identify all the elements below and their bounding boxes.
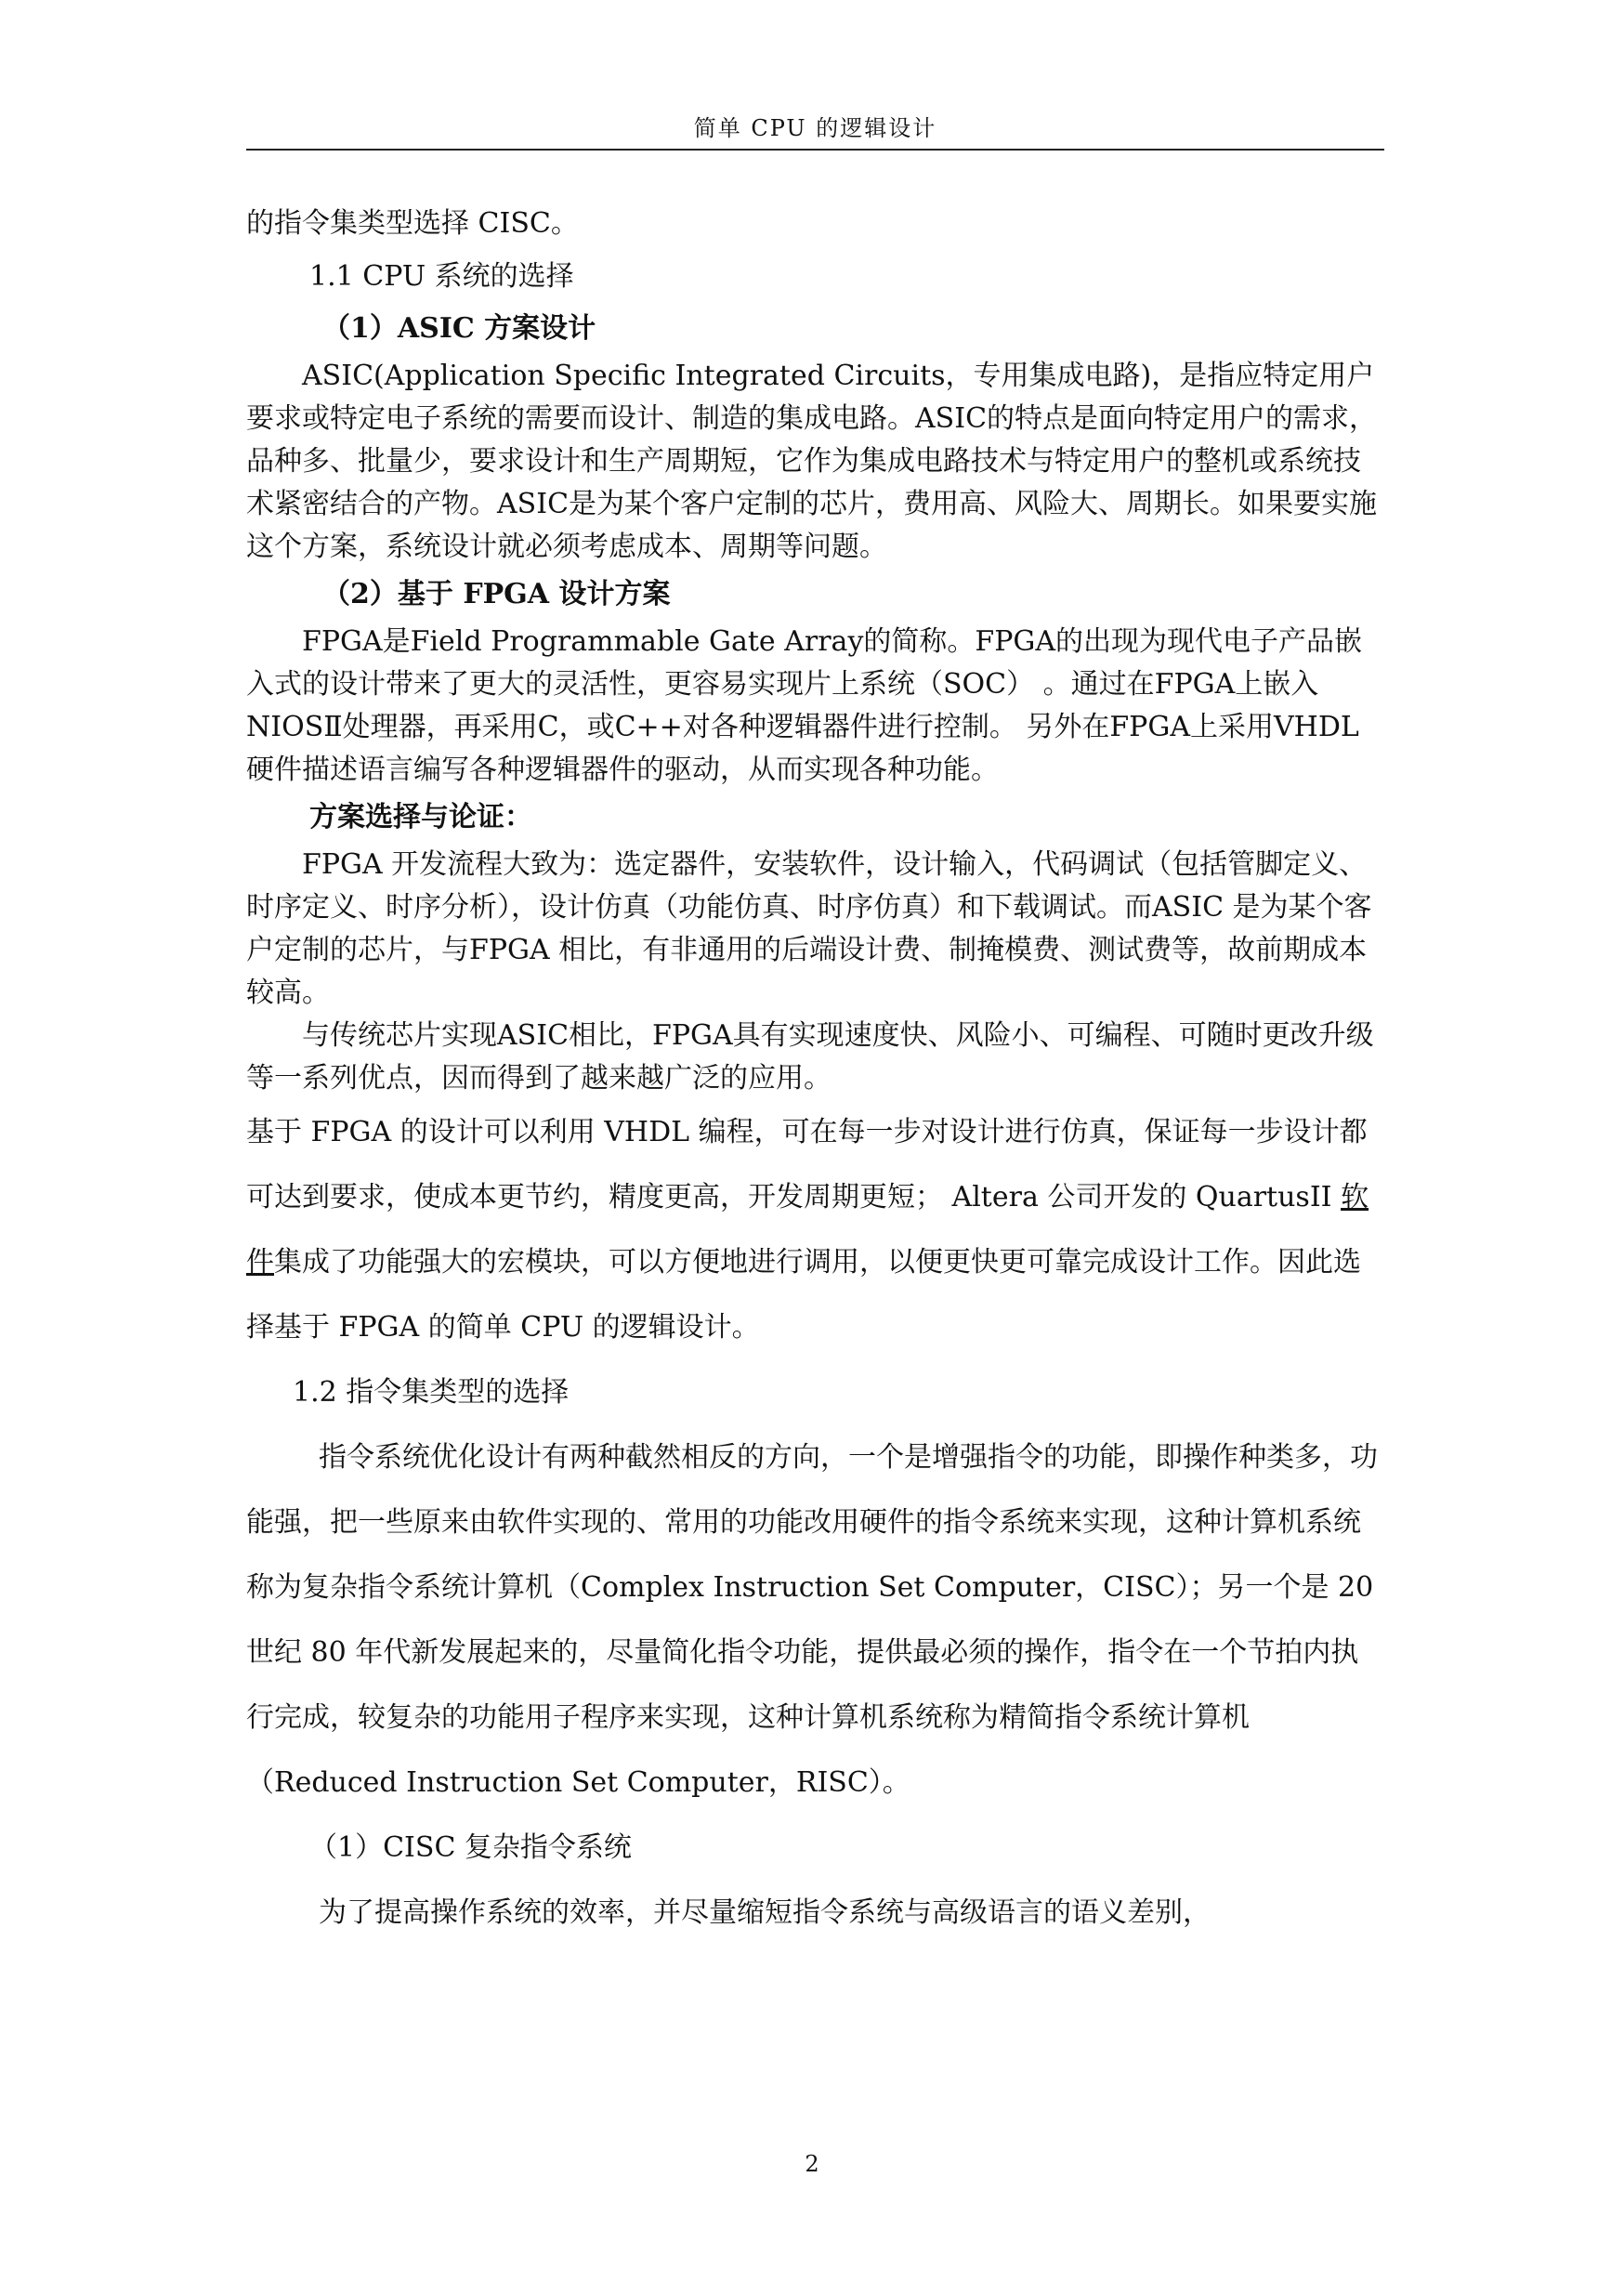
section-heading-1-2: 1.2 指令集类型的选择 (293, 1376, 570, 1409)
paragraph-cisc-start: 为了提高操作系统的效率，并尽量缩短指令系统与高级语言的语义差别， (319, 1896, 1211, 1929)
subheading-asic: （1）ASIC 方案设计 (322, 312, 596, 345)
paragraph-asic: ASIC(Application Specific Integrated Circuits，专用集成电路)，是指应特定用户要求或特定电子系统的需要而设计、制造的集成电路。ASIC的特点是面向特定用户的需求，品种多、批量少，要求设计和生产周期短，它作为集成电路技术与特定用户的整机或系统技术紧密结合的产物。ASIC是为某个客户定制的芯片，费用高、风险大、周期长。如果要实施这个方案，系统设计就必须考虑成本、周期等问题。 (246, 360, 1378, 563)
paragraph-vhdl (246, 1100, 1384, 1360)
body-text (246, 203, 1384, 1946)
paragraph-compare: 与传统芯片实现ASIC相比，FPGA具有实现速度快、风险小、可编程、可随时更改升级等一系列优点，因而得到了越来越广泛的应用。 (246, 1019, 1374, 1095)
header-rule (246, 149, 1384, 151)
page-number: 2 (805, 2151, 819, 2177)
paragraph-fpga: FPGA是Field Programmable Gate Array的简称。FPGA的出现为现代电子产品嵌入式的设计带来了更大的灵活性，更容易实现片上系统（SOC） 。通过在FPGA上嵌入NIOSⅡ处理器，再采用C，或C++对各种逻辑器件进行控制。 另外在FPGA上采用VHDL硬件描述语言编写各种逻辑器件的驱动，从而实现各种功能。 (246, 625, 1363, 786)
paragraph-intro-tail: 的指令集类型选择 CISC。 (246, 207, 579, 240)
software-link[interactable]: 软件 (246, 1181, 1369, 1279)
subheading-choice: 方案选择与论证： (309, 801, 532, 833)
section-heading-1-1: 1.1 CPU 系统的选择 (309, 260, 574, 293)
paragraph-isa: 指令系统优化设计有两种截然相反的方向，一个是增强指令的功能，即操作种类多，功能强，把一些原来由软件实现的、常用的功能改用硬件的指令系统来实现，这种计算机系统称为复杂指令系统计算机（Complex Instruction Set Computer，CISC）；另一个是 20 世纪 80 年代新发展起来的，尽量简化指令功能，提供最必须的操作，指令在一个节拍内执行完成，较复杂的功能用子程序来实现，这种计算机系统称为精简指令系统计算机（Reduced Instruction Set Computer，RISC）。 (246, 1441, 1378, 1799)
subheading-cisc: （1）CISC 复杂指令系统 (309, 1831, 632, 1864)
running-header: 简单 CPU 的逻辑设计 (693, 115, 937, 141)
paragraph-vhdl-part-a: 基于 FPGA 的设计可以利用 VHDL 编程，可在每一步对设计进行仿真，保证每一步设计都可达到要求，使成本更节约，精度更高，开发周期更短； Altera 公司开发的 QuartusII (246, 1116, 1368, 1213)
subheading-fpga: （2）基于 FPGA 设计方案 (322, 578, 671, 610)
paragraph-dev-flow: FPGA 开发流程大致为：选定器件，安装软件，设计输入，代码调试（包括管脚定义、时序定义、时序分析），设计仿真（功能仿真、时序仿真）和下载调试。而ASIC 是为某个客户定制的芯片，与FPGA 相比，有非通用的后端设计费、制掩模费、测试费等，故前期成本较高。 (246, 848, 1372, 1009)
paragraph-vhdl-part-b: 集成了功能强大的宏模块，可以方便地进行调用，以便更快更可靠完成设计工作。因此选择基于 FPGA 的简单 CPU 的逻辑设计。 (246, 1246, 1361, 1344)
